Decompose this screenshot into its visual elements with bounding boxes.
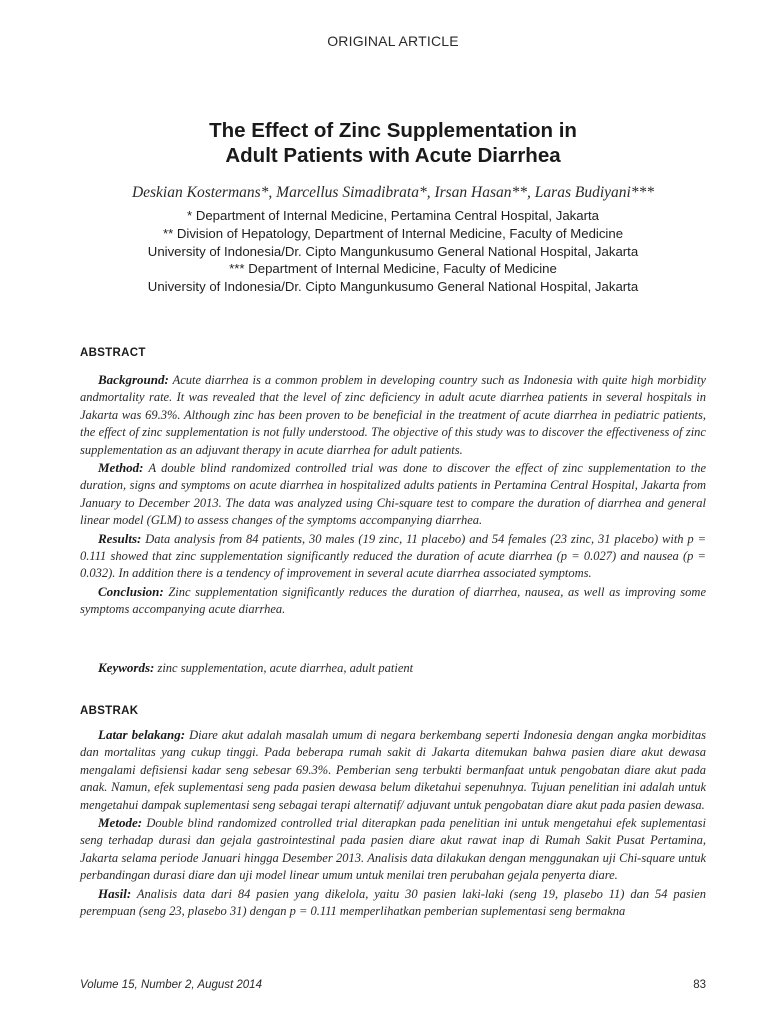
affiliation-list xyxy=(0,207,768,296)
conclusion-label: Conclusion: xyxy=(98,583,164,599)
abstrak-latar-paragraph xyxy=(80,726,706,814)
background-label: Background: xyxy=(98,372,169,387)
article-title-line-2: Adult Patients with Acute Diarrhea xyxy=(225,144,561,167)
abstrak-heading: ABSTRAK xyxy=(80,705,139,717)
article-title-line-1: The Effect of Zinc Supplementation in xyxy=(209,119,577,142)
method-text: A double blind randomized controlled trial was done to discover the effect of zinc supplementation to the duration, signs and symptoms on acute diarrhea in hospitalized adults patients in Pertamina Central Hospital, Jakarta from January to December 2013. The data was analyzed using Chi-square test to compare the duration of diarrhea and general linear model (GLM) to assess changes of the symptoms accompanying diarrhea. xyxy=(80,461,706,528)
abstrak-hasil-paragraph xyxy=(80,885,706,921)
metode-label: Metode: xyxy=(98,815,143,831)
metode-text: Double blind randomized controlled trial diterapkan pada penelitian ini untuk mengetahui efek suplementasi seng terhadap durasi dan gejala gastrointestinal pada pasien diare akut rawat inap di Rumah Sakit Pusat Pertamina, Jakarta selama periode Januari hingga Desember 2013. Analisis data dilakukan dengan menggunakan uji Chi-square untuk perbandingan durasi diare dan uji model linear umum untuk menilai tren perubahan gejala penyerta diare. xyxy=(80,816,706,883)
latar-belakang-text: Diare akut adalah masalah umum di negara berkembang seperti Indonesia dengan angka morbiditas dan mortalitas yang cukup tinggi. Pada beberapa rumah sakit di Jakarta ditemukan bahwa pasien diare akut dewasa mengalami defisiensi kadar seng sebesar 69.3%. Pemberian seng terbukti bermanfaat untuk pengobatan diare akut pada anak. Namun, efek suplementasi seng pada pasien dewasa belum diketahui sepenuhnya. Tujuan penelitian ini adalah untuk mengetahui dampak suplementasi seng sebagai terapi alternatif/ adjuvant untuk pengobatan diare akut pada pasien dewasa. xyxy=(80,728,707,812)
abstract-body xyxy=(80,371,706,619)
journal-volume-info: Volume 15, Number 2, August 2014 xyxy=(80,979,262,991)
abstract-conclusion-paragraph xyxy=(80,583,706,619)
results-label: Results: xyxy=(98,530,142,546)
abstract-results-paragraph xyxy=(80,530,706,583)
abstract-heading: ABSTRACT xyxy=(80,347,146,359)
abstrak-metode-paragraph xyxy=(80,814,706,885)
author-list: Deskian Kostermans*, Marcellus Simadibrata*, Irsan Hasan**, Laras Budiyani*** xyxy=(131,184,655,201)
abstrak-body xyxy=(80,726,706,920)
results-text: Data analysis from 84 patients, 30 males (19 zinc, 11 placebo) and 54 females (23 zinc, 31 placebo) with p = 0.111 showed that zinc supplementation significantly reduced the duration of acute diarrhea (p = 0.027) and nausea (p = 0.032). In addition there is a tendency of improvement in several acute diarrhea associated symptoms. xyxy=(80,531,706,581)
background-text: Acute diarrhea is a common problem in developing country such as Indonesia with quite high morbidity andmortality rate. It was revealed that the level of zinc deficiency in adult acute diarrhea patients in several hospitals in Jakarta was 69.3%. Although zinc has been proven to be beneficial in the treatment of acute diarrhea in pediatric patients, the effect of zinc supplementation is not fully understood. The objective of this study was to discover the effectiveness of zinc supplementation as an adjuvant therapy in acute diarrhea for adult patients. xyxy=(80,373,706,457)
abstract-method-paragraph xyxy=(80,459,706,530)
abstract-background-paragraph xyxy=(80,371,706,459)
keywords-text: zinc supplementation, acute diarrhea, adult patient xyxy=(157,661,414,675)
article-title xyxy=(0,118,768,168)
latar-belakang-label: Latar belakang: xyxy=(98,727,186,742)
affiliation-line: University of Indonesia/Dr. Cipto Mangunkusumo General National Hospital, Jakarta xyxy=(147,279,639,295)
page-number: 83 xyxy=(693,979,706,991)
affiliation-line: ** Division of Hepatology, Department of Internal Medicine, Faculty of Medicine xyxy=(162,225,624,241)
affiliation-line: University of Indonesia/Dr. Cipto Mangunkusumo General National Hospital, Jakarta xyxy=(147,243,639,259)
method-label: Method: xyxy=(98,460,144,476)
keywords-paragraph xyxy=(80,659,706,677)
conclusion-text: Zinc supplementation significantly reduces the duration of diarrhea, nausea, as well as improving some symptoms accompanying acute diarrhea. xyxy=(80,584,706,617)
affiliation-line: *** Department of Internal Medicine, Faculty of Medicine xyxy=(229,261,557,277)
article-type-label: ORIGINAL ARTICLE xyxy=(327,33,459,49)
keywords-label: Keywords: xyxy=(98,660,155,675)
affiliation-line: * Department of Internal Medicine, Pertamina Central Hospital, Jakarta xyxy=(187,208,599,223)
keywords-block xyxy=(80,659,706,677)
hasil-text: Analisis data dari 84 pasien yang dikelola, yaitu 30 pasien laki-laki (seng 19, plasebo 11) dan 54 pasien perempuan (seng 23, plasebo 31) dengan p = 0.111 memperlihatkan pemberian suplementasi seng bermakna xyxy=(80,886,706,919)
hasil-label: Hasil: xyxy=(98,885,132,901)
